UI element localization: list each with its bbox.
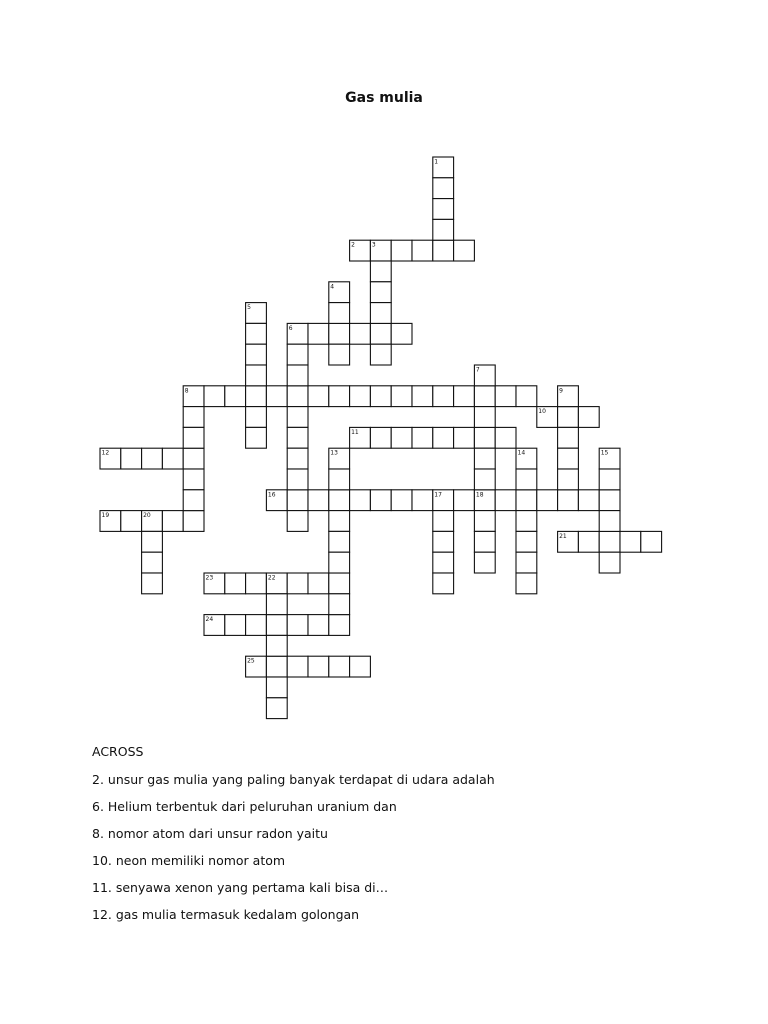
- clue-number: 16: [267, 491, 276, 499]
- crossword-cell[interactable]: [287, 469, 308, 490]
- crossword-cell[interactable]: [474, 386, 495, 407]
- crossword-cell[interactable]: [287, 656, 308, 677]
- crossword-cell[interactable]: [142, 448, 163, 469]
- crossword-cell[interactable]: [287, 511, 308, 532]
- crossword-cell[interactable]: [308, 573, 329, 594]
- crossword-cell[interactable]: [350, 323, 371, 344]
- clue-number: 5: [247, 304, 251, 312]
- crossword-cell[interactable]: [266, 635, 287, 656]
- crossword-cell[interactable]: [474, 511, 495, 532]
- clue-number: 19: [101, 512, 110, 520]
- crossword-cell[interactable]: [246, 323, 267, 344]
- crossword-cell[interactable]: [370, 427, 391, 448]
- across-clue: 6. Helium terbentuk dari peluruhan uranium dan: [92, 799, 397, 814]
- crossword-cell[interactable]: [599, 531, 620, 552]
- crossword-cell[interactable]: [474, 552, 495, 573]
- crossword-cell[interactable]: [329, 511, 350, 532]
- crossword-cell[interactable]: [412, 240, 433, 261]
- crossword-cell[interactable]: [454, 386, 475, 407]
- crossword-cell[interactable]: [308, 490, 329, 511]
- crossword-cell[interactable]: [454, 240, 475, 261]
- crossword-cell[interactable]: [204, 386, 225, 407]
- crossword-cell[interactable]: [433, 386, 454, 407]
- clue-number: 23: [205, 574, 214, 582]
- crossword-cell[interactable]: [558, 407, 579, 428]
- crossword-cell[interactable]: [370, 386, 391, 407]
- crossword-cell[interactable]: [329, 531, 350, 552]
- clue-number: 3: [371, 241, 376, 249]
- clue-number: 17: [434, 491, 442, 499]
- clue-number: 2: [351, 241, 355, 249]
- crossword-cell[interactable]: [121, 448, 142, 469]
- clue-number: 15: [600, 449, 609, 457]
- crossword-cell[interactable]: [266, 615, 287, 636]
- crossword-cell[interactable]: [578, 490, 599, 511]
- crossword-cell[interactable]: [287, 386, 308, 407]
- crossword-cell[interactable]: [474, 469, 495, 490]
- crossword-cell[interactable]: [370, 490, 391, 511]
- clue-number: 20: [143, 512, 151, 520]
- crossword-cell[interactable]: [225, 615, 246, 636]
- crossword-cell[interactable]: [329, 469, 350, 490]
- crossword-cell[interactable]: [287, 344, 308, 365]
- clue-number: 22: [267, 574, 276, 582]
- crossword-cell[interactable]: [620, 531, 641, 552]
- crossword-cell[interactable]: [308, 323, 329, 344]
- crossword-cell[interactable]: [142, 552, 163, 573]
- crossword-cell[interactable]: [474, 427, 495, 448]
- crossword-cell[interactable]: [329, 303, 350, 324]
- crossword-cell[interactable]: [329, 656, 350, 677]
- clue-number: 21: [559, 532, 567, 540]
- crossword-cell[interactable]: [433, 219, 454, 240]
- crossword-cell[interactable]: [433, 531, 454, 552]
- crossword-cell[interactable]: [454, 490, 475, 511]
- crossword-cell[interactable]: [370, 323, 391, 344]
- crossword-cell[interactable]: [246, 386, 267, 407]
- crossword-cell[interactable]: [391, 386, 412, 407]
- crossword-cell[interactable]: [183, 490, 204, 511]
- clue-number: 9: [559, 387, 563, 395]
- crossword-cell[interactable]: [287, 490, 308, 511]
- crossword-cell[interactable]: [370, 344, 391, 365]
- crossword-cell[interactable]: [433, 199, 454, 220]
- crossword-cell[interactable]: [370, 303, 391, 324]
- crossword-cell[interactable]: [391, 427, 412, 448]
- crossword-cell[interactable]: [162, 511, 183, 532]
- crossword-cell[interactable]: [391, 323, 412, 344]
- across-clue: 12. gas mulia termasuk kedalam golongan: [92, 907, 360, 922]
- crossword-cell[interactable]: [350, 386, 371, 407]
- crossword-cell[interactable]: [246, 365, 267, 386]
- crossword-cell[interactable]: [266, 386, 287, 407]
- crossword-cell[interactable]: [246, 344, 267, 365]
- crossword-cell[interactable]: [329, 386, 350, 407]
- crossword-cell[interactable]: [183, 511, 204, 532]
- clue-number: 24: [205, 616, 214, 624]
- clues-section: [92, 744, 692, 934]
- crossword-cell[interactable]: [474, 531, 495, 552]
- clue-number: 6: [288, 324, 293, 332]
- crossword-cell[interactable]: [142, 531, 163, 552]
- crossword-cell[interactable]: [329, 573, 350, 594]
- across-clue: 11. senyawa xenon yang pertama kali bisa di…: [92, 880, 389, 895]
- crossword-cell[interactable]: [558, 469, 579, 490]
- clue-number: 18: [475, 491, 484, 499]
- crossword-cell[interactable]: [287, 615, 308, 636]
- crossword-cell[interactable]: [558, 448, 579, 469]
- crossword-cell[interactable]: [350, 656, 371, 677]
- crossword-cell[interactable]: [246, 573, 267, 594]
- crossword-cell[interactable]: [329, 344, 350, 365]
- crossword-cell[interactable]: [599, 552, 620, 573]
- crossword-cell[interactable]: [391, 490, 412, 511]
- crossword-cell[interactable]: [266, 677, 287, 698]
- crossword-cell[interactable]: [495, 490, 516, 511]
- across-heading: ACROSS: [92, 744, 144, 759]
- crossword-cell[interactable]: [329, 490, 350, 511]
- crossword-cell[interactable]: [516, 531, 537, 552]
- crossword-cell[interactable]: [162, 448, 183, 469]
- crossword-cell[interactable]: [370, 282, 391, 303]
- crossword-cell[interactable]: [183, 448, 204, 469]
- clue-number: 8: [184, 387, 189, 395]
- crossword-cell[interactable]: [308, 656, 329, 677]
- clue-number: 12: [101, 449, 110, 457]
- crossword-cell[interactable]: [433, 427, 454, 448]
- crossword-cell[interactable]: [516, 573, 537, 594]
- clue-number: 4: [330, 283, 335, 291]
- crossword-cell[interactable]: [329, 552, 350, 573]
- crossword-cell[interactable]: [558, 490, 579, 511]
- crossword-cell[interactable]: [516, 552, 537, 573]
- crossword-cell[interactable]: [308, 615, 329, 636]
- crossword-cell[interactable]: [454, 427, 475, 448]
- crossword-cell[interactable]: [246, 407, 267, 428]
- crossword-cell[interactable]: [641, 531, 662, 552]
- crossword-cell[interactable]: [350, 490, 371, 511]
- crossword-cell[interactable]: [412, 386, 433, 407]
- clue-number: 7: [475, 366, 480, 374]
- page-title: Gas mulia: [345, 90, 423, 106]
- across-clue: 2. unsur gas mulia yang paling banyak terdapat di udara adalah: [92, 772, 495, 787]
- crossword-cell[interactable]: [287, 573, 308, 594]
- crossword-cell[interactable]: [558, 427, 579, 448]
- crossword-cell[interactable]: [516, 469, 537, 490]
- crossword-cell[interactable]: [474, 448, 495, 469]
- crossword-cell[interactable]: [516, 386, 537, 407]
- crossword-cell[interactable]: [599, 469, 620, 490]
- crossword-cell[interactable]: [599, 490, 620, 511]
- across-clue-list: [92, 772, 692, 922]
- crossword-cell[interactable]: [329, 594, 350, 615]
- crossword-cell[interactable]: [183, 407, 204, 428]
- crossword-cell[interactable]: [495, 427, 516, 448]
- clue-number: 14: [517, 449, 526, 457]
- crossword-cell[interactable]: [329, 615, 350, 636]
- crossword-cell[interactable]: [287, 365, 308, 386]
- clue-number: 25: [247, 657, 255, 665]
- crossword-cell[interactable]: [433, 573, 454, 594]
- crossword-cell[interactable]: [412, 490, 433, 511]
- clue-number: 13: [330, 449, 338, 457]
- crossword-cell[interactable]: [412, 427, 433, 448]
- crossword-cell[interactable]: [287, 427, 308, 448]
- crossword-cell[interactable]: [121, 511, 142, 532]
- crossword-cell[interactable]: [266, 656, 287, 677]
- clue-number: 1: [434, 158, 439, 166]
- crossword-cell[interactable]: [308, 386, 329, 407]
- crossword-cell[interactable]: [370, 261, 391, 282]
- crossword-cell[interactable]: [516, 511, 537, 532]
- crossword-cell[interactable]: [495, 386, 516, 407]
- crossword-cell[interactable]: [287, 407, 308, 428]
- crossword-cell[interactable]: [225, 573, 246, 594]
- crossword-cell[interactable]: [287, 448, 308, 469]
- crossword-cell[interactable]: [599, 511, 620, 532]
- crossword-cell[interactable]: [391, 240, 412, 261]
- crossword-cell[interactable]: [433, 240, 454, 261]
- crossword-cell[interactable]: [183, 469, 204, 490]
- across-clue: 8. nomor atom dari unsur radon yaitu: [92, 826, 328, 841]
- crossword-cell[interactable]: [246, 427, 267, 448]
- crossword-cell[interactable]: [183, 427, 204, 448]
- crossword-cell[interactable]: [578, 407, 599, 428]
- crossword-cell[interactable]: [225, 386, 246, 407]
- clue-number: 11: [351, 428, 359, 436]
- crossword-cell[interactable]: [266, 698, 287, 719]
- crossword-cell[interactable]: [474, 407, 495, 428]
- crossword-cell[interactable]: [329, 323, 350, 344]
- crossword-cell[interactable]: [246, 615, 267, 636]
- crossword-cell[interactable]: [142, 573, 163, 594]
- crossword-cell[interactable]: [433, 552, 454, 573]
- crossword-cell[interactable]: [516, 490, 537, 511]
- crossword-cell[interactable]: [433, 178, 454, 199]
- crossword-cell[interactable]: [537, 490, 558, 511]
- across-clue: 10. neon memiliki nomor atom: [92, 853, 286, 868]
- crossword-cell[interactable]: [433, 511, 454, 532]
- crossword-cell[interactable]: [266, 594, 287, 615]
- crossword-cell[interactable]: [578, 531, 599, 552]
- clue-number: 10: [538, 408, 546, 416]
